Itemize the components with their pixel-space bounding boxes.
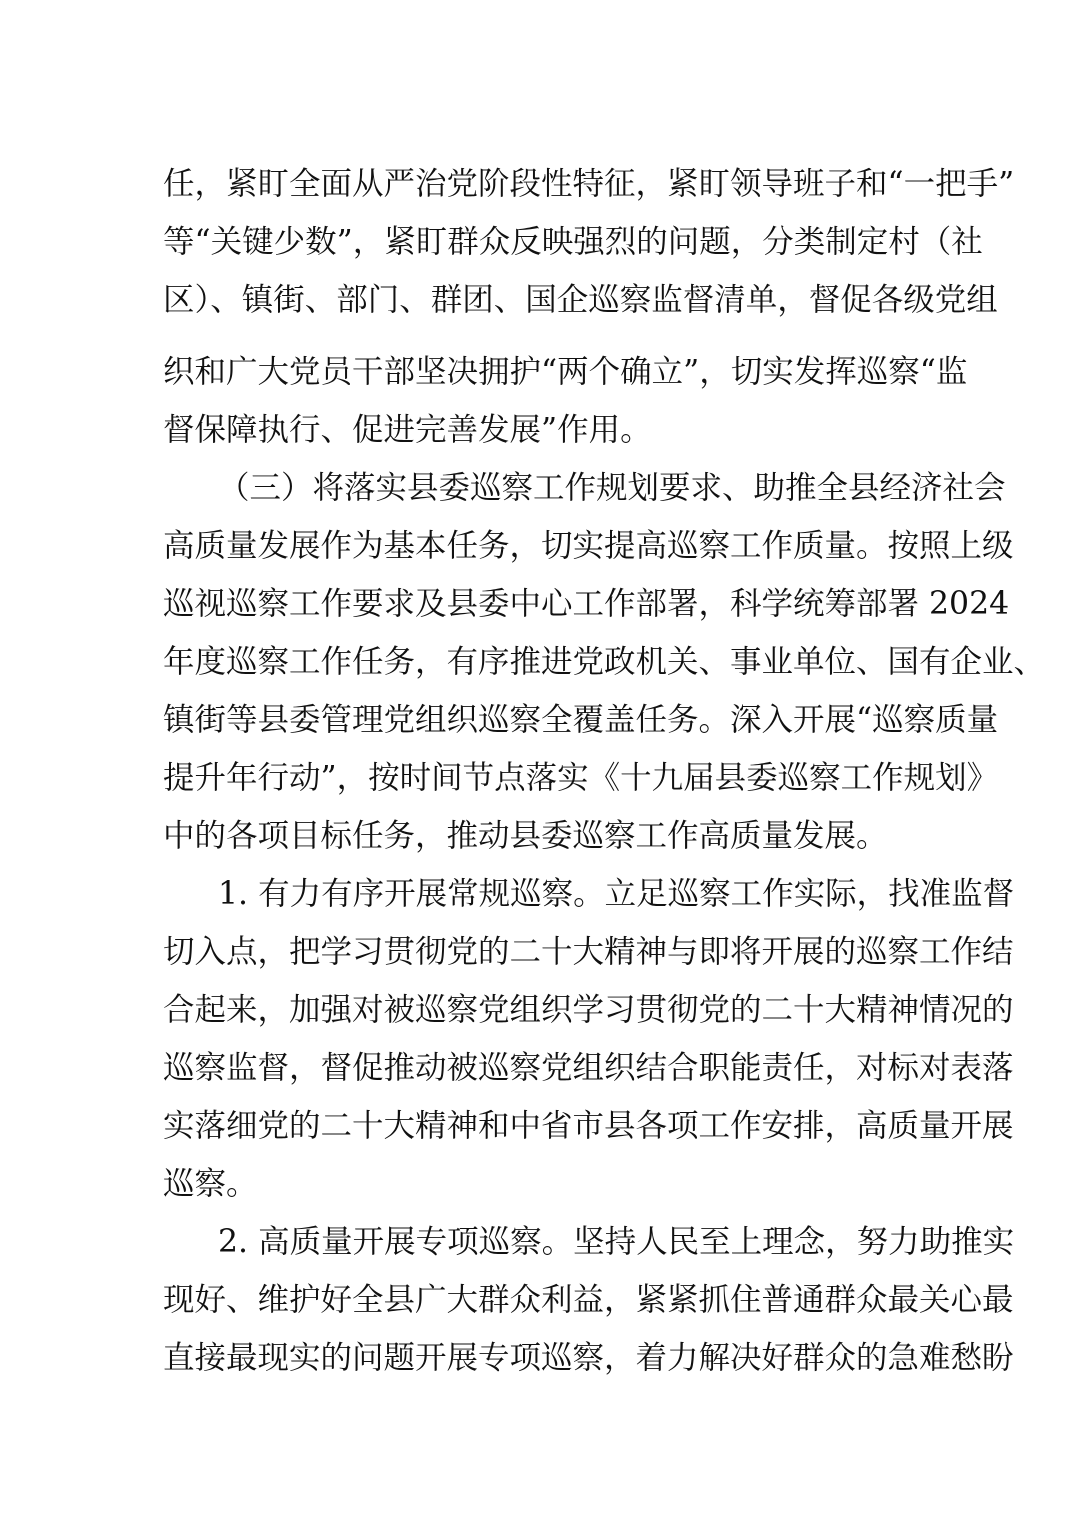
body-text-line: 直接最现实的问题开展专项巡察，着力解决好群众的急难愁盼 — [163, 1340, 1014, 1376]
body-text-line: 巡察监督，督促推动被巡察党组织结合职能责任，对标对表落 — [163, 1050, 1014, 1086]
body-text-line: 织和广大党员干部坚决拥护“两个确立”，切实发挥巡察“监 — [163, 354, 968, 390]
body-text-line: 合起来，加强对被巡察党组织学习贯彻党的二十大精神情况的 — [163, 992, 1014, 1028]
body-text-line: 巡视巡察工作要求及县委中心工作部署，科学统筹部署 2024 — [163, 586, 1010, 622]
body-text-line: 镇街等县委管理党组织巡察全覆盖任务。深入开展“巡察质量 — [163, 702, 999, 738]
section-heading-line: （三）将落实县委巡察工作规划要求、助推全县经济社会 — [218, 470, 1006, 506]
numbered-item-line: 2. 高质量开展专项巡察。坚持人民至上理念，努力助推实 — [218, 1224, 1015, 1260]
body-text-line: 年度巡察工作任务，有序推进党政机关、事业单位、国有企业、 — [163, 644, 1046, 680]
body-text-line: 高质量发展作为基本任务，切实提高巡察工作质量。按照上级 — [163, 528, 1014, 564]
body-text-line: 巡察。 — [163, 1166, 258, 1202]
body-text-line: 切入点，把学习贯彻党的二十大精神与即将开展的巡察工作结 — [163, 934, 1014, 970]
body-text-line: 区）、镇街、部门、群团、国企巡察监督清单，督促各级党组 — [163, 282, 998, 318]
body-text-line: 提升年行动”，按时间节点落实《十九届县委巡察工作规划》 — [163, 760, 999, 796]
body-text-line: 实落细党的二十大精神和中省市县各项工作安排，高质量开展 — [163, 1108, 1014, 1144]
numbered-item-line: 1. 有力有序开展常规巡察。立足巡察工作实际，找准监督 — [218, 876, 1015, 912]
body-text-line: 等“关键少数”，紧盯群众反映强烈的问题，分类制定村（社 — [163, 224, 983, 260]
body-text-line: 督保障执行、促进完善发展”作用。 — [163, 412, 652, 448]
body-text-line: 任，紧盯全面从严治党阶段性特征，紧盯领导班子和“一把手” — [163, 166, 1015, 202]
body-text-line: 中的各项目标任务，推动县委巡察工作高质量发展。 — [163, 818, 888, 854]
body-text-line: 现好、维护好全县广大群众利益，紧紧抓住普通群众最关心最 — [163, 1282, 1014, 1318]
